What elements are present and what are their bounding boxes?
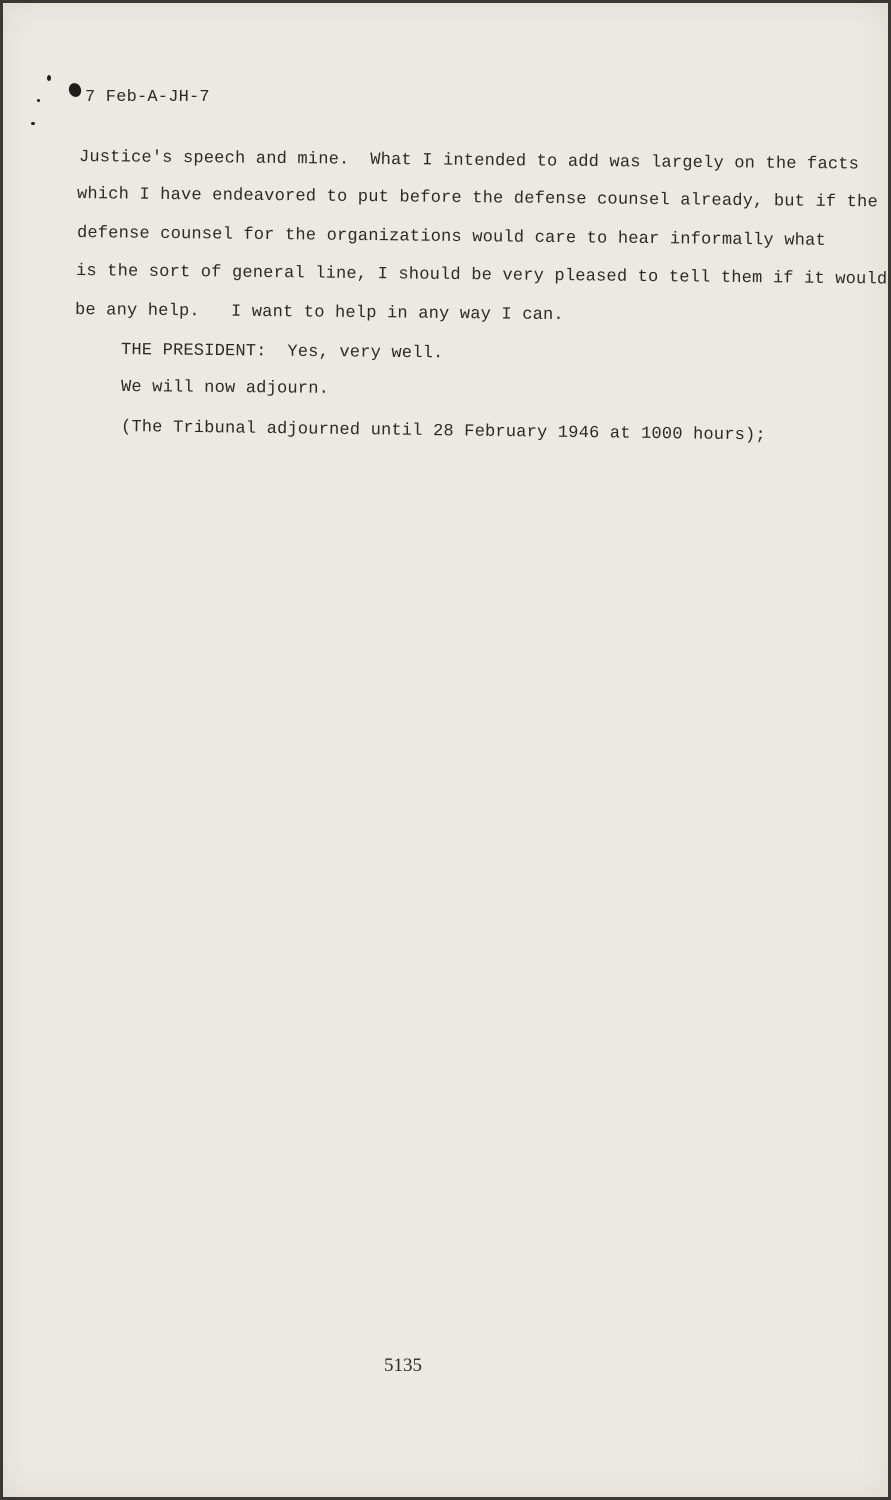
- ink-blot-mark: [67, 81, 83, 98]
- page-number: 5135: [384, 1355, 422, 1376]
- page-reference: 7 Feb-A-JH-7: [85, 88, 210, 107]
- ink-dot-mark: [37, 99, 40, 102]
- adjournment-note: (The Tribunal adjourned until 28 February 1946 at 1000 hours);: [120, 418, 766, 446]
- ink-dot-mark: [31, 122, 35, 125]
- body-line: defense counsel for the organizations would care to hear informally what: [76, 224, 826, 251]
- body-line: Justice's speech and mine. What I intended to add was largely on the facts: [78, 148, 860, 175]
- ink-dot-mark: [47, 75, 51, 81]
- body-paragraph: We will now adjourn.: [120, 378, 330, 399]
- document-page: [3, 3, 888, 1497]
- body-line: which I have endeavored to put before the defense counsel already, but if the: [76, 185, 878, 213]
- speaker-paragraph: THE PRESIDENT: Yes, very well.: [120, 341, 444, 364]
- body-line: is the sort of general line, I should be very pleased to tell them if it would: [75, 262, 888, 290]
- body-line: be any help. I want to help in any way I can.: [74, 301, 564, 326]
